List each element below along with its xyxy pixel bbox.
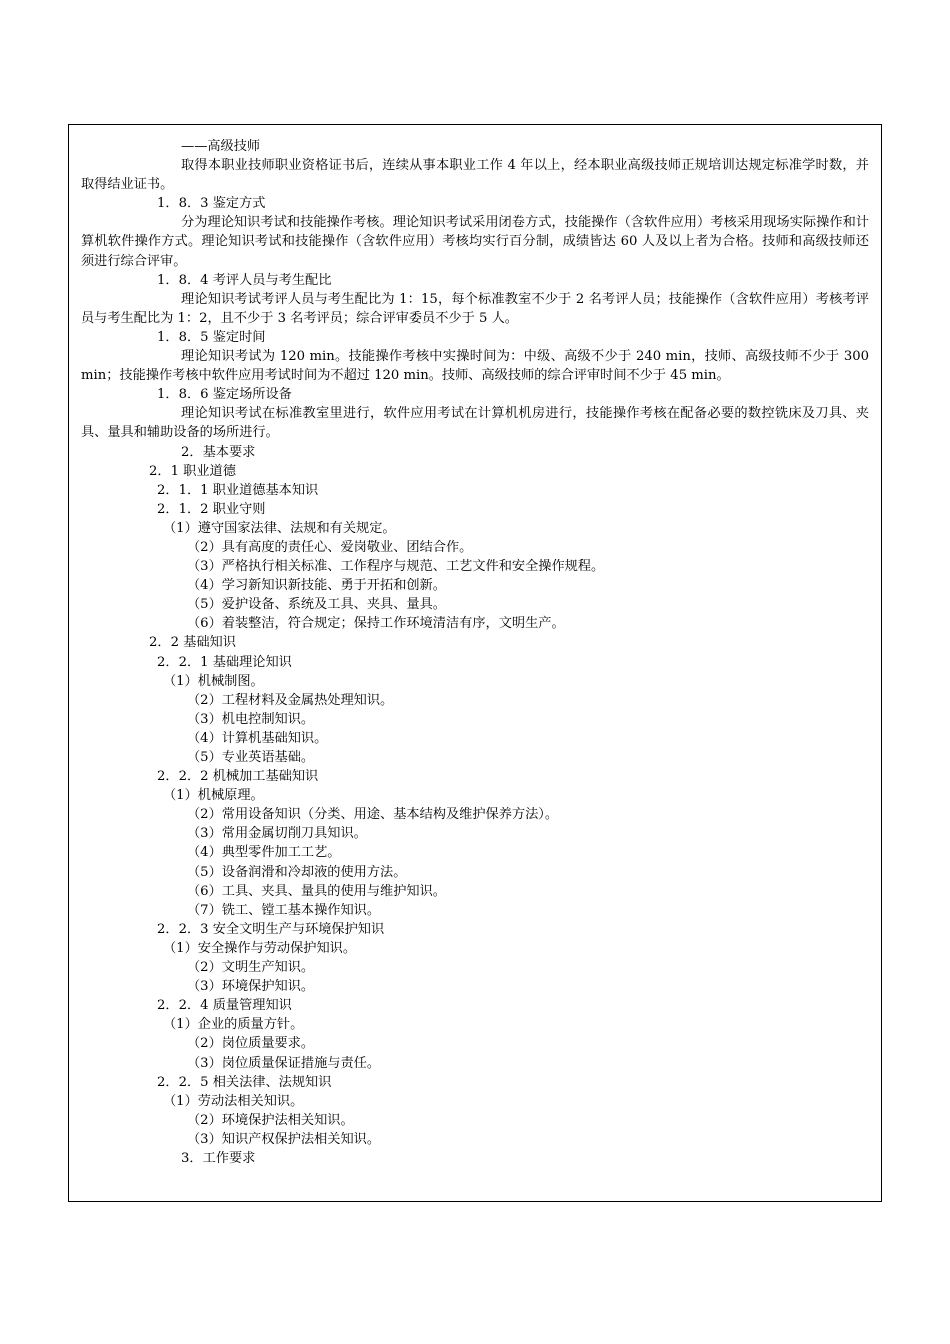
text-line: （1）机械制图。 [163, 673, 264, 689]
text-line: （4）计算机基础知识。 [187, 730, 328, 746]
text-line: （2）环境保护法相关知识。 [187, 1112, 354, 1128]
text-line: （3）机电控制知识。 [187, 711, 315, 727]
text-line: （1）劳动法相关知识。 [163, 1093, 304, 1109]
text-line: 2．2．1 基础理论知识 [157, 654, 292, 670]
text-line: 理论知识考试在标准教室里进行，软件应用考试在计算机机房进行，技能操作考核在配备必要的数控铣床及刀具、夹具、量具和辅助设备的场所进行。 [81, 406, 869, 441]
text-line: （3）严格执行相关标准、工作程序与规范、工艺文件和安全操作规程。 [187, 559, 605, 575]
text-line: （1）遵守国家法律、法规和有关规定。 [163, 520, 396, 536]
text-line: （6）工具、夹具、量具的使用与维护知识。 [187, 883, 446, 899]
text-line: （5）专业英语基础。 [187, 750, 315, 765]
text-line: 2．1 职业道德 [149, 463, 236, 479]
text-line: （2）常用设备知识（分类、用途、基本结构及维护保养方法）。 [187, 807, 559, 823]
text-line: 理论知识考试为 120 min。技能操作考核中实操时间为：中级、高级不少于 240 min，技师、高级技师不少于 300 min；技能操作考核中软件应用考试时间为不超过 120 min。技师、高级技师的综合评审时间不少于 45 min。 [81, 349, 869, 384]
text-line: （3）知识产权保护法相关知识。 [187, 1131, 381, 1147]
text-line: （7）铣工、镗工基本操作知识。 [187, 902, 381, 918]
text-line: 2．2．3 安全文明生产与环境保护知识 [157, 921, 385, 937]
text-line: （3）环境保护知识。 [187, 979, 315, 995]
text-line: 3．工作要求 [181, 1150, 256, 1166]
text-line: （4）典型零件加工工艺。 [187, 845, 341, 861]
text-line: 1．8．6 鉴定场所设备 [157, 387, 292, 403]
text-line: 1．8．4 考评人员与考生配比 [157, 272, 332, 288]
text-line: 取得本职业技师职业资格证书后，连续从事本职业工作 4 年以上，经本职业高级技师正规培训达规定标准学时数，并取得结业证书。 [81, 158, 869, 193]
text-line: （5）爱护设备、系统及工具、夹具、量具。 [187, 597, 446, 613]
document-body [81, 137, 869, 1168]
text-line: （3）常用金属切削刀具知识。 [187, 826, 367, 842]
text-line: 理论知识考试考评人员与考生配比为 1：15，每个标准教室不少于 2 名考评人员；技能操作（含软件应用）考核考评员与考生配比为 1：2，且不少于 3 名考评员；综合评审委员不少于 5 人。 [81, 291, 869, 326]
text-line: 2．2．5 相关法律、法规知识 [157, 1074, 332, 1090]
text-line: 2．1．1 职业道德基本知识 [157, 482, 319, 498]
text-line: 2．2．2 机械加工基础知识 [157, 769, 319, 785]
text-line: 1．8．5 鉴定时间 [157, 329, 266, 345]
text-line: 2．基本要求 [181, 444, 256, 460]
text-line: （2）工程材料及金属热处理知识。 [187, 692, 394, 708]
text-line: 1．8．3 鉴定方式 [157, 196, 266, 212]
text-line: 2．1．2 职业守则 [157, 501, 266, 517]
text-line: （2）岗位质量要求。 [187, 1036, 315, 1052]
text-line: （2）具有高度的责任心、爱岗敬业、团结合作。 [187, 539, 473, 555]
text-line: （6）着装整洁，符合规定；保持工作环境清洁有序，文明生产。 [187, 616, 565, 632]
text-line: （4）学习新知识新技能、勇于开拓和创新。 [187, 578, 446, 594]
text-line: 2．2．4 质量管理知识 [157, 998, 292, 1014]
text-line: ——高级技师 [181, 139, 261, 154]
text-line: （1）机械原理。 [163, 788, 264, 804]
text-line: 分为理论知识考试和技能操作考核。理论知识考试采用闭卷方式，技能操作（含软件应用）考核采用现场实际操作和计算机软件操作方式。理论知识考试和技能操作（含软件应用）考核均实行百分制，成绩皆达 60 人及以上者为合格。技师和高级技师还须进行综合评审。 [81, 215, 869, 269]
text-line: （1）安全操作与劳动保护知识。 [163, 940, 357, 956]
text-line: （5）设备润滑和冷却液的使用方法。 [187, 864, 407, 880]
text-line: （1）企业的质量方针。 [163, 1017, 304, 1033]
text-line: （2）文明生产知识。 [187, 960, 315, 976]
text-line: 2．2 基础知识 [149, 635, 236, 651]
document-frame [68, 124, 882, 1202]
text-line: （3）岗位质量保证措施与责任。 [187, 1055, 381, 1071]
